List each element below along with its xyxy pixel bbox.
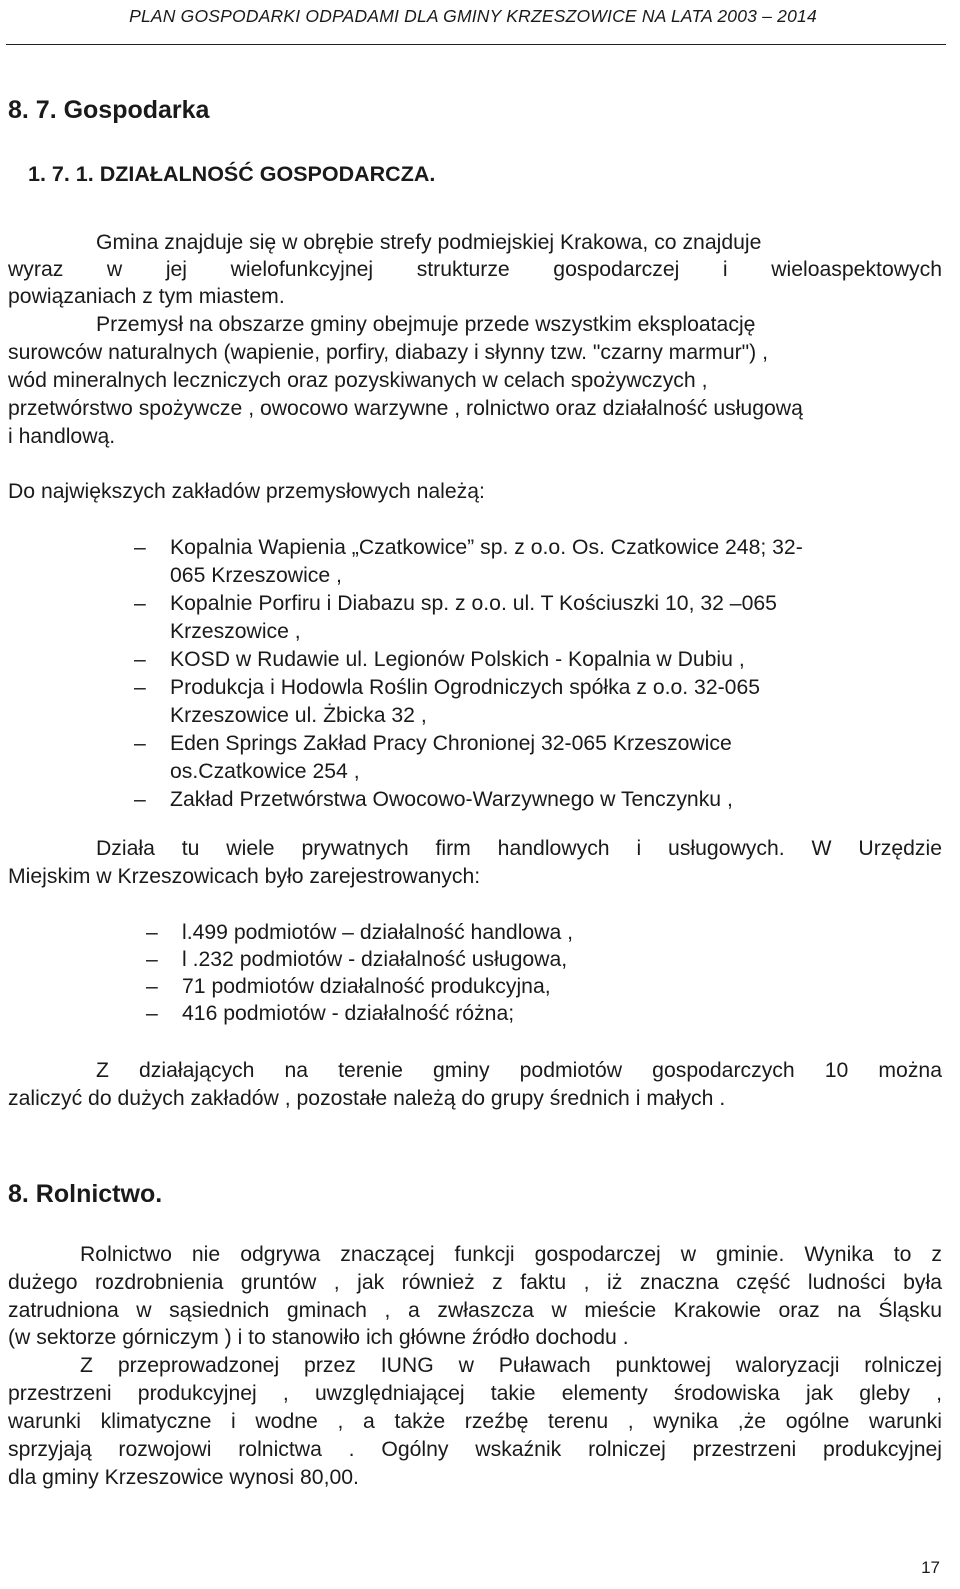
list-bullet: – <box>134 592 146 615</box>
paragraph-line: surowców naturalnych (wapienie, porfiry, diabazy i słynny tzw. "czarny marmur") , <box>8 341 769 364</box>
paragraph-line: zatrudniona w sąsiednich gminach , a zwłaszcza w mieście Krakowie oraz na Śląsku <box>8 1299 942 1322</box>
paragraph-line: dla gminy Krzeszowice wynosi 80,00. <box>8 1466 359 1489</box>
list-item: Kopalnie Porfiru i Diabazu sp. z o.o. ul. T Kościuszki 10, 32 –065 <box>170 592 777 615</box>
paragraph-line: przestrzeni produkcyjnej , uwzględniającej takie elementy środowiska jak gleby , <box>8 1382 942 1405</box>
list-item: Eden Springs Zakład Pracy Chronionej 32-065 Krzeszowice <box>170 732 732 755</box>
list-item: l.499 podmiotów – działalność handlowa , <box>182 921 574 944</box>
document-header: PLAN GOSPODARKI ODPADAMI DLA GMINY KRZESZOWICE NA LATA 2003 – 2014 <box>129 6 817 26</box>
list-bullet: – <box>146 975 158 998</box>
list-item: Kopalnia Wapienia „Czatkowice” sp. z o.o. Os. Czatkowice 248; 32- <box>170 536 803 559</box>
paragraph-line: Z przeprowadzonej przez IUNG w Puławach punktowej waloryzacji rolniczej <box>80 1354 942 1377</box>
subsection-heading: 1. 7. 1. DZIAŁALNOŚĆ GOSPODARCZA. <box>28 162 436 186</box>
paragraph-line: Działa tu wiele prywatnych firm handlowych i usługowych. W Urzędzie <box>96 837 942 860</box>
paragraph-line: (w sektorze górniczym ) i to stanowiło ich główne źródło dochodu . <box>8 1326 629 1349</box>
section-heading: 8. Rolnictwo. <box>8 1180 163 1208</box>
list-item: Produkcja i Hodowla Roślin Ogrodniczych spółka z o.o. 32-065 <box>170 676 761 699</box>
list-bullet: – <box>134 788 146 811</box>
list-bullet: – <box>134 732 146 755</box>
paragraph-line: zaliczyć do dużych zakładów , pozostałe należą do grupy średnich i małych . <box>8 1087 726 1110</box>
list-item-continuation: os.Czatkowice 254 , <box>170 760 360 783</box>
paragraph-line: dużego rozdrobnienia gruntów , jak również z faktu , iż znaczna część ludności była <box>8 1271 942 1294</box>
paragraph-line: Rolnictwo nie odgrywa znaczącej funkcji gospodarczej w gminie. Wynika to z <box>80 1243 942 1266</box>
paragraph-line: wyraz w jej wielofunkcyjnej strukturze gospodarczej i wieloaspektowych <box>8 258 942 281</box>
list-bullet: – <box>146 1002 158 1025</box>
header-divider <box>6 44 946 45</box>
paragraph-line: sprzyjają rozwojowi rolnictwa . Ogólny wskaźnik rolniczej przestrzeni produkcyjnej <box>8 1438 942 1461</box>
paragraph-line: Miejskim w Krzeszowicach było zarejestrowanych: <box>8 865 481 888</box>
list-item: 416 podmiotów - działalność różna; <box>182 1002 515 1025</box>
list-bullet: – <box>146 948 158 971</box>
list-item: Zakład Przetwórstwa Owocowo-Warzywnego w Tenczynku , <box>170 788 733 811</box>
list-bullet: – <box>146 921 158 944</box>
list-item-continuation: 065 Krzeszowice , <box>170 564 342 587</box>
paragraph-line: powiązaniach z tym miastem. <box>8 285 285 308</box>
paragraph-line: wód mineralnych leczniczych oraz pozyskiwanych w celach spożywczych , <box>8 369 708 392</box>
list-item: KOSD w Rudawie ul. Legionów Polskich - Kopalnia w Dubiu , <box>170 648 745 671</box>
list-bullet: – <box>134 676 146 699</box>
paragraph-line: i handlową. <box>8 425 116 448</box>
section-heading: 8. 7. Gospodarka <box>8 96 210 124</box>
list-bullet: – <box>134 648 146 671</box>
list-item-continuation: Krzeszowice ul. Żbicka 32 , <box>170 704 427 727</box>
list-item: l .232 podmiotów - działalność usługowa, <box>182 948 568 971</box>
paragraph-line: warunki klimatyczne i wodne , a także rzeźbę terenu , wynika ,że ogólne warunki <box>8 1410 942 1433</box>
paragraph-line: Z działających na terenie gminy podmiotów gospodarczych 10 można <box>96 1059 942 1082</box>
paragraph-line: Przemysł na obszarze gminy obejmuje przede wszystkim eksploatację <box>96 313 756 336</box>
page-number: 17 <box>921 1558 940 1577</box>
list-intro: Do największych zakładów przemysłowych należą: <box>8 480 485 503</box>
list-item: 71 podmiotów działalność produkcyjna, <box>182 975 551 998</box>
paragraph-line: przetwórstwo spożywcze , owocowo warzywne , rolnictwo oraz działalność usługową <box>8 397 803 420</box>
paragraph-line: Gmina znajduje się w obrębie strefy podmiejskiej Krakowa, co znajduje <box>96 231 762 254</box>
list-bullet: – <box>134 536 146 559</box>
list-item-continuation: Krzeszowice , <box>170 620 301 643</box>
